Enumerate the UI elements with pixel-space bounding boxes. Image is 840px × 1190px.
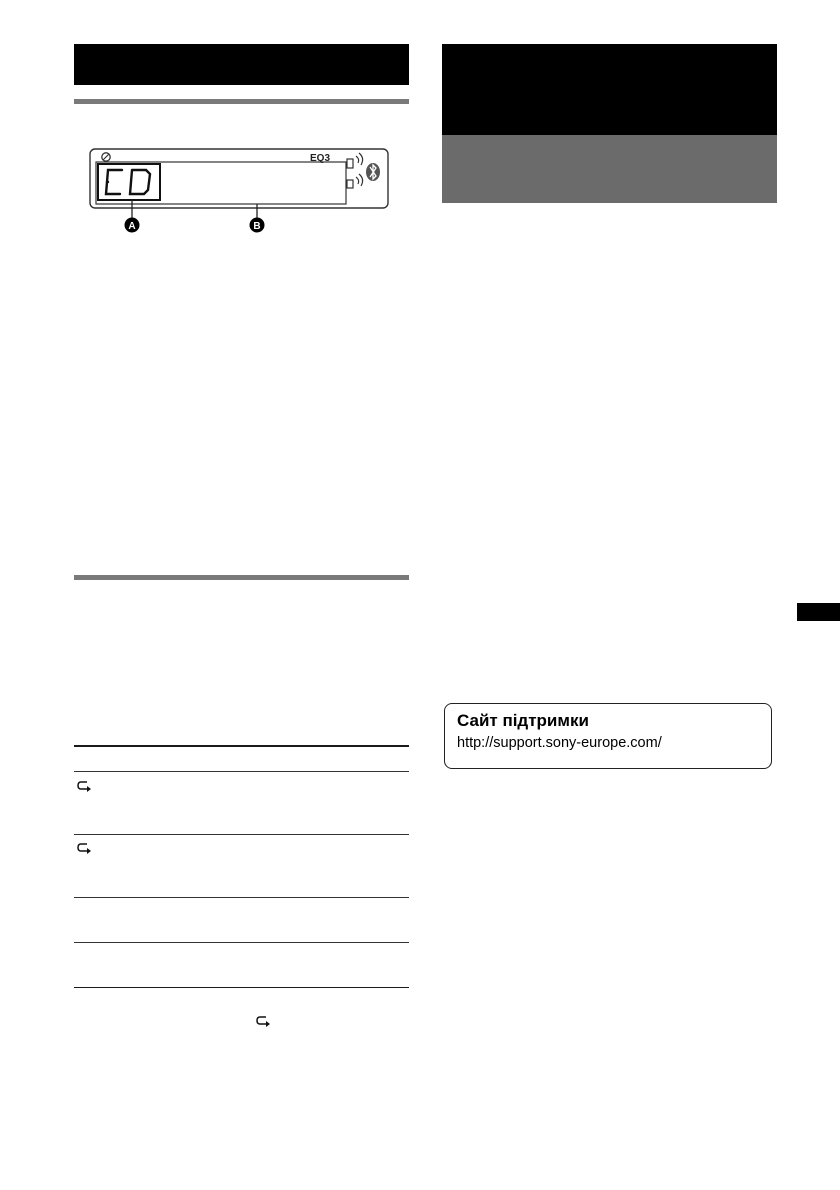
- table-top-rule: [74, 745, 409, 747]
- table-row-rule: [74, 834, 409, 835]
- section-rule-display: [74, 99, 409, 104]
- callout-a: [125, 218, 140, 233]
- chapter-subtitle-block: [442, 135, 777, 203]
- section-rule-repeat: [74, 575, 409, 580]
- table-row-rule: [74, 771, 409, 772]
- repeat-icon: [77, 781, 93, 793]
- table-row-rule: [74, 942, 409, 943]
- lcd-area: [96, 162, 346, 204]
- language-side-tab: [797, 603, 840, 621]
- section-heading-bar-1: [74, 44, 409, 85]
- bluetooth-icon: [366, 163, 380, 181]
- table-bottom-rule: [74, 987, 409, 988]
- repeat-icon: [77, 843, 93, 855]
- svg-text:B: B: [253, 221, 261, 232]
- lcd-source-label: CD: [88, 144, 90, 145]
- chapter-title-block: [442, 44, 777, 135]
- support-title: Сайт підтримки: [457, 711, 589, 730]
- phone-signal-icon: [347, 153, 363, 168]
- audio-signal-icon: [347, 174, 363, 188]
- callout-b: [250, 218, 265, 233]
- svg-text:A: A: [128, 221, 136, 232]
- eq-label: EQ3: [310, 153, 331, 164]
- support-url-link[interactable]: http://support.sony-europe.com/: [457, 735, 662, 751]
- lcd-source-text: [106, 170, 150, 194]
- disc-icon: [102, 153, 110, 161]
- repeat-icon: [256, 1016, 272, 1028]
- table-row-rule: [74, 897, 409, 898]
- support-site-box: [444, 703, 772, 769]
- display-illustration: [88, 144, 393, 236]
